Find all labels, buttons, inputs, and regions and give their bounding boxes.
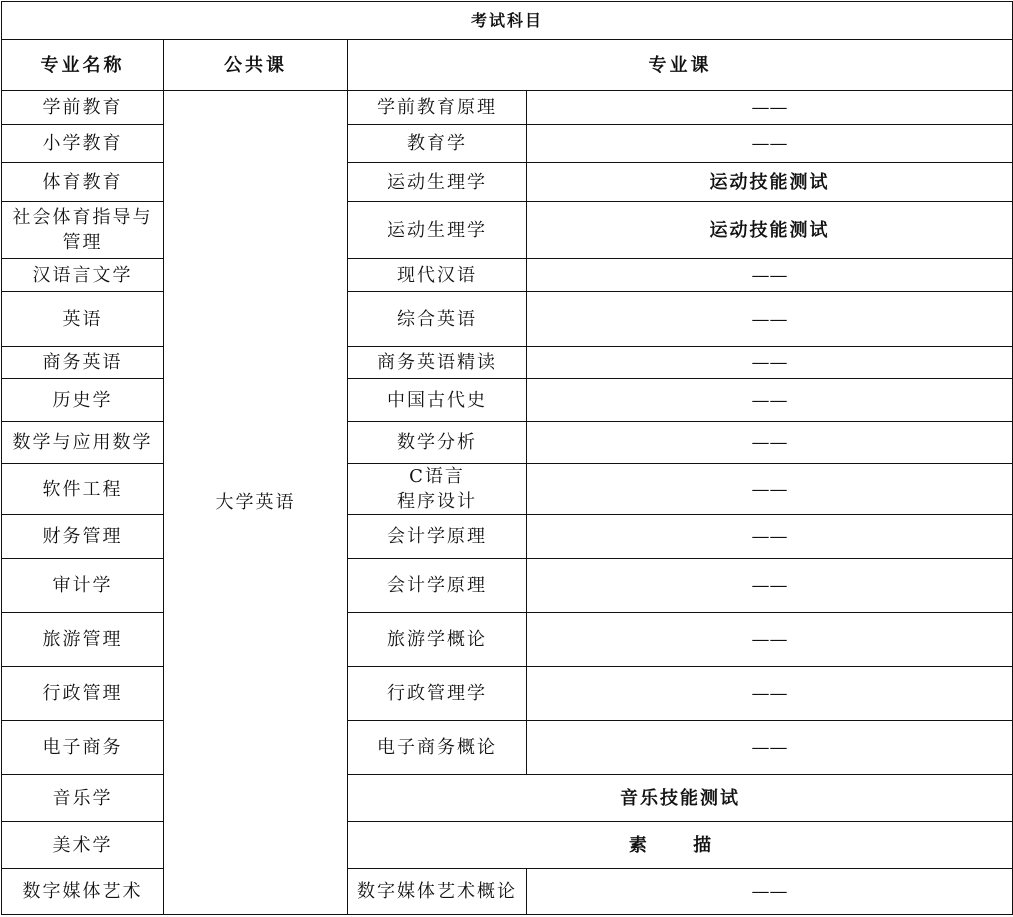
table-row [2,422,1013,464]
professional-extra: —— [527,422,1013,464]
professional-course [348,464,527,515]
professional-course: 运动生理学 [348,202,527,259]
major-name: 电子商务 [2,721,164,775]
major-name: 审计学 [2,559,164,613]
table-row [2,515,1013,559]
professional-course: 学前教育原理 [348,91,527,125]
major-name: 小学教育 [2,125,164,163]
professional-course: 会计学原理 [348,559,527,613]
professional-extra: 运动技能测试 [527,163,1013,202]
table-row [2,202,1013,259]
table-row [2,775,1013,822]
course-line: C语言 [409,466,465,487]
table-row [2,559,1013,613]
table-row [2,379,1013,422]
table-row [2,721,1013,775]
header-professional-course: 专业课 [348,40,1013,91]
major-name: 英语 [2,292,164,347]
professional-extra: —— [527,464,1013,515]
table-row [2,292,1013,347]
professional-course: 数学分析 [348,422,527,464]
professional-extra: —— [527,347,1013,379]
table-row [2,613,1013,667]
professional-extra: —— [527,515,1013,559]
major-name: 软件工程 [2,464,164,515]
professional-merged: 素 描 [348,822,1013,869]
professional-extra: —— [527,292,1013,347]
table-row [2,347,1013,379]
professional-course: 运动生理学 [348,163,527,202]
table-row [2,259,1013,292]
professional-course: 旅游学概论 [348,613,527,667]
major-name: 数学与应用数学 [2,422,164,464]
professional-course: 电子商务概论 [348,721,527,775]
professional-extra: —— [527,613,1013,667]
professional-extra: —— [527,91,1013,125]
major-name: 历史学 [2,379,164,422]
major-name: 旅游管理 [2,613,164,667]
professional-extra: —— [527,869,1013,915]
professional-course: 会计学原理 [348,515,527,559]
table-row [2,91,1013,125]
major-name: 学前教育 [2,91,164,125]
course-line: 程序设计 [397,491,477,512]
professional-extra: 运动技能测试 [527,202,1013,259]
table-row [2,163,1013,202]
major-name-line: 管理 [62,232,103,253]
header-public-course: 公共课 [164,40,348,91]
professional-extra: —— [527,125,1013,163]
professional-course: 教育学 [348,125,527,163]
professional-course: 中国古代史 [348,379,527,422]
table-row [2,822,1013,869]
table-title: 考试科目 [2,2,1013,40]
major-name [2,202,164,259]
major-name: 体育教育 [2,163,164,202]
professional-extra: —— [527,379,1013,422]
professional-extra: —— [527,559,1013,613]
professional-extra: —— [527,259,1013,292]
table-row [2,667,1013,721]
professional-course: 商务英语精读 [348,347,527,379]
professional-extra: —— [527,721,1013,775]
professional-extra: —— [527,667,1013,721]
public-course: 大学英语 [164,91,348,915]
professional-course: 行政管理学 [348,667,527,721]
professional-course: 综合英语 [348,292,527,347]
major-name: 美术学 [2,822,164,869]
major-name: 行政管理 [2,667,164,721]
professional-course: 数字媒体艺术概论 [348,869,527,915]
major-name: 音乐学 [2,775,164,822]
exam-subjects-table [1,1,1013,915]
major-name: 汉语言文学 [2,259,164,292]
table-row [2,464,1013,515]
major-name: 财务管理 [2,515,164,559]
table-row [2,125,1013,163]
major-name: 商务英语 [2,347,164,379]
table-row [2,869,1013,915]
professional-course: 现代汉语 [348,259,527,292]
header-major-name: 专业名称 [2,40,164,91]
professional-merged: 音乐技能测试 [348,775,1013,822]
major-name-line: 社会体育指导与 [12,207,153,228]
major-name: 数字媒体艺术 [2,869,164,915]
